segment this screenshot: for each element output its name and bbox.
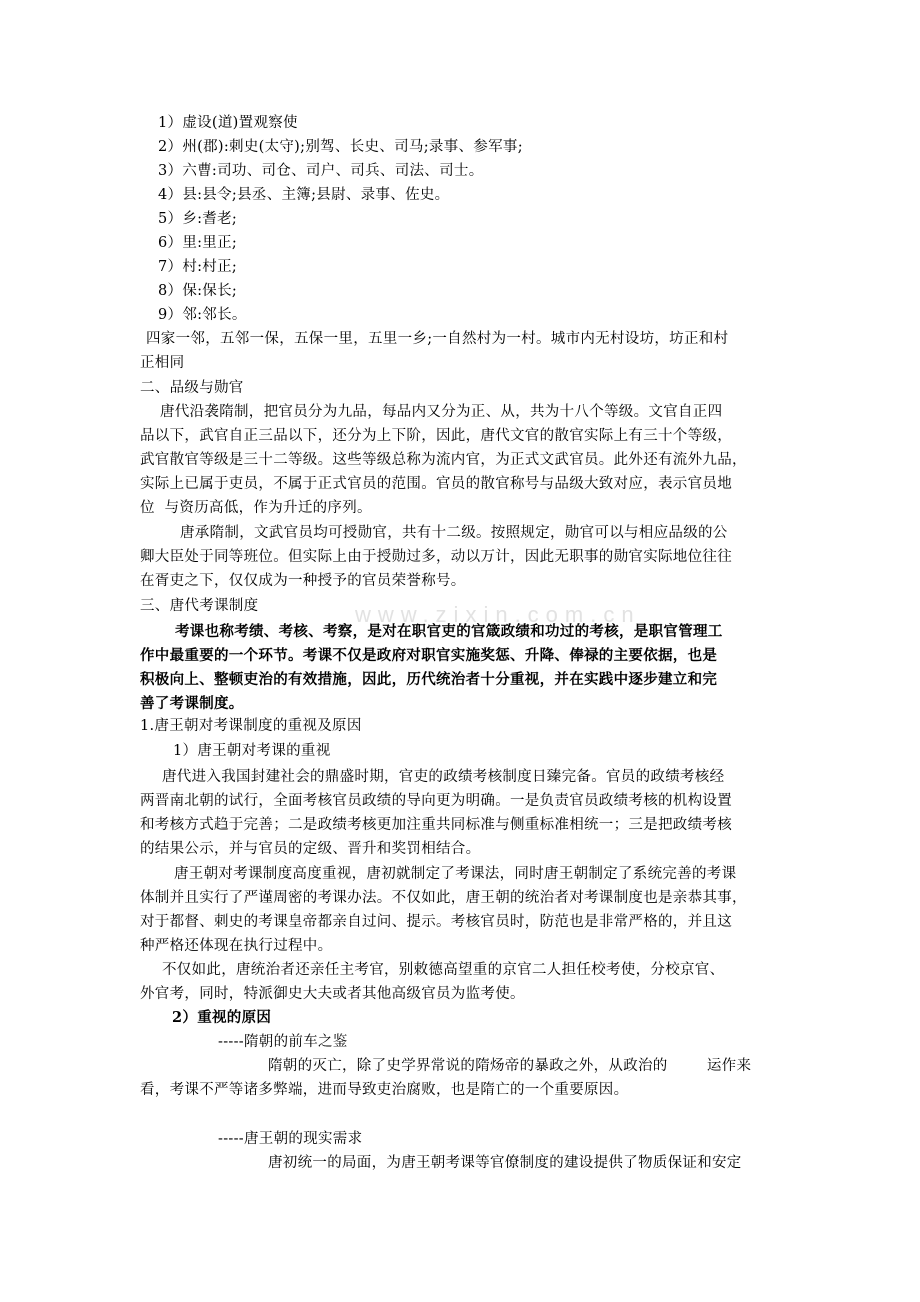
- text-line: 隋朝的灭亡，除了史学界常说的隋炀帝的暴政之外，从政治的 运作来: [268, 1058, 752, 1074]
- section-heading: 三、唐代考课制度: [140, 598, 259, 614]
- text-line: 3）六曹:司功、司仓、司户、司兵、司法、司士。: [158, 163, 484, 179]
- text-line: -----隋朝的前车之鉴: [218, 1034, 348, 1050]
- text-line: 两晋南北朝的试行，全面考核官员政绩的导向更为明确。一是负责官员政绩考核的机构设置: [140, 793, 732, 809]
- text-line: 不仅如此，唐统治者还亲任主考官，别敕德高望重的京官二人担任校考使，分校京官、: [162, 962, 725, 978]
- text-line: 4）县:县令;县丞、主簿;县尉、录事、佐史。: [158, 187, 450, 203]
- text-line: 8）保:保长;: [158, 283, 238, 299]
- text-line: 武官散官等级是三十二等级。这些等级总称为流内官，为正式文武官员。此外还有流外九品，: [140, 452, 747, 468]
- text-line: 唐王朝对考课制度高度重视，唐初就制定了考课法，同时唐王朝制定了系统完善的考课: [174, 866, 737, 882]
- subsection-heading: 2）重视的原因: [172, 1009, 272, 1026]
- text-line: 唐承隋制，文武官员均可授勋官，共有十二级。按照规定，勋官可以与相应品级的公: [180, 525, 728, 541]
- text-line: 在胥吏之下，仅仅成为一种授予的官员荣誉称号。: [140, 573, 466, 589]
- text-line: 5）乡:耆老;: [158, 211, 238, 227]
- bold-text-line: 善了考课制度。: [140, 695, 244, 712]
- watermark: www.zixin.com.cn: [355, 602, 641, 627]
- text-line: 正相同: [140, 355, 185, 371]
- text-line: 7）村:村正;: [158, 259, 238, 275]
- text-line: 品以下，武官自正三品以下，还分为上下阶，因此，唐代文官的散官实际上有三十个等级，: [140, 428, 732, 444]
- text-line: 对于都督、刺史的考课皇帝都亲自过问、提示。考核官员时，防范也是非常严格的，并且这: [140, 914, 732, 930]
- text-line: -----唐王朝的现实需求: [218, 1131, 363, 1147]
- bold-text-line: 作中最重要的一个环节。考课不仅是政府对职官实施奖惩、升降、俸禄的主要依据，也是: [140, 647, 718, 664]
- text-line: 卿大臣处于同等班位。但实际上由于授勋过多，动以万计，因此无职事的勋官实际地位往往: [140, 549, 732, 565]
- text-line: 外官考，同时，特派御史大夫或者其他高级官员为监考使。: [140, 986, 525, 1002]
- text-line: 6）里:里正;: [158, 235, 238, 251]
- text-line: 和考核方式趋于完善；二是政绩考核更加注重共同标准与侧重标准相统一；三是把政绩考核: [140, 817, 732, 833]
- text-line: 1）虚设(道)置观察使: [158, 115, 298, 131]
- bold-text-line: 积极向上、整顿吏治的有效措施，因此，历代统治者十分重视，并在实践中逐步建立和完: [140, 671, 718, 688]
- text-line: 种严格还体现在执行过程中。: [140, 938, 333, 954]
- text-line: 看，考课不严等诸多弊端，进而导致吏治腐败，也是隋亡的一个重要原因。: [140, 1082, 629, 1098]
- text-line: 2）州(郡):刺史(太守);别驾、长史、司马;录事、参军事;: [158, 139, 523, 155]
- text-line: 四家一邻，五邻一保，五保一里，五里一乡;一自然村为一村。城市内无村设坊，坊正和村: [146, 331, 729, 347]
- bold-text-line: 考课也称考绩、考核、考察，是对在职官吏的官箴政绩和功过的考核，是职官管理工: [175, 623, 723, 640]
- text-line: 9）邻:邻长。: [158, 307, 247, 323]
- subsection-heading: 1.唐王朝对考课制度的重视及原因: [140, 718, 362, 734]
- text-line: 实际上已属于吏员，不属于正式官员的范围。官员的散官称号与品级大致对应，表示官员地: [140, 476, 732, 492]
- text-line: 位 与资历高低，作为升迁的序列。: [140, 500, 372, 516]
- section-heading: 二、品级与勋官: [140, 380, 244, 396]
- text-line: 的结果公示，并与官员的定级、晋升和奖罚相结合。: [140, 841, 481, 857]
- text-line: 体制并且实行了严谨周密的考课办法。不仅如此，唐王朝的统治者对考课制度也是亲恭其事，: [140, 890, 747, 906]
- subsection-heading: 1）唐王朝对考课的重视: [173, 743, 331, 759]
- text-line: 唐代沿袭隋制，把官员分为九品，每品内又分为正、从，共为十八个等级。文官自正四: [160, 404, 723, 420]
- text-line: 唐初统一的局面，为唐王朝考课等官僚制度的建设提供了物质保证和安定: [268, 1155, 742, 1171]
- text-line: 唐代进入我国封建社会的鼎盛时期，官吏的政绩考核制度日臻完备。官员的政绩考核经: [162, 769, 725, 785]
